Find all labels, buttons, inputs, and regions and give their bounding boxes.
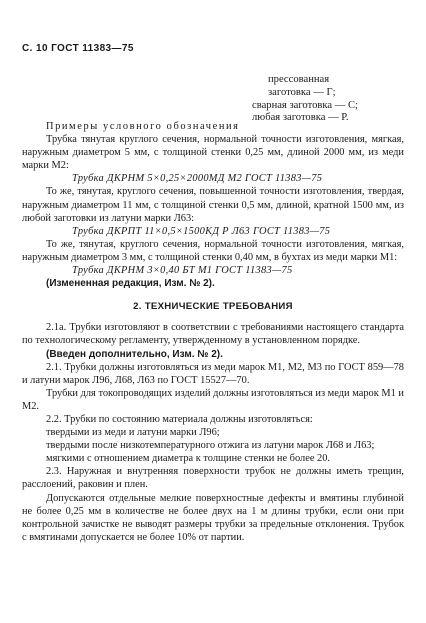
clause-2-3: 2.3. Наружная и внутренняя поверхности трубок не должны иметь трещин, расслоений, раковин и плен. [22, 466, 404, 491]
document-body [22, 120, 404, 544]
clause-2-2-soft: мягкими с отношением диаметра к толщине стенки не более 20. [46, 453, 331, 465]
example-1-text: Трубка тянутая круглого сечения, нормальной точности изготовления, мягкая, наружным диаметром 5 мм, с толщиной стенки 0,25 мм, длиной 2000 мм, из меди марки М2: [22, 134, 404, 172]
clause-2-2: 2.2. Трубки по состоянию материала должны изготовляться: [46, 413, 313, 425]
clause-2-1: 2.1. Трубки должны изготовляться из меди марок М1, М2, М3 по ГОСТ 859—78 и латуни марок Л96, Л68, Л63 по ГОСТ 15527—70. [22, 361, 404, 386]
example-2-designation: Трубка ДКРПТ 11×0,5×1500КД Р Л63 ГОСТ 11383—75 [72, 225, 331, 237]
option-pressed-code: заготовка — Г; [268, 86, 336, 98]
examples-title: Примеры условного обозначения [46, 121, 240, 132]
example-1-designation: Трубка ДКРНМ 5×0,25×2000МД М2 ГОСТ 11383—75 [72, 173, 323, 185]
clause-2-1a: 2.1а. Трубки изготовляют в соответствии с требованиями настоящего стандарта по технологическому регламенту, утвержденному в установленном порядке. [22, 322, 404, 347]
added-note: (Введен дополнительно, Изм. № 2). [46, 348, 223, 360]
clause-2-1-conductive: Трубки для токопроводящих изделий должны изготовляться из меди марок М1 и М2. [22, 387, 404, 412]
clause-2-3-defects: Допускаются отдельные мелкие поверхностные дефекты и вмятины глубиной не более 0,25 мм в количестве не более двух на 1 м длины трубки, если они при контрольной зачистке не выводят размеры трубки за предельные отклонения. Трубок с вмятинами допускается не более 10% от партии. [22, 492, 404, 543]
clause-2-2-hard: твердыми из меди и латуни марки Л96; [46, 427, 220, 439]
option-pressed: прессованная [268, 74, 330, 85]
example-3-designation: Трубка ДКРНМ 3×0,40 БТ М1 ГОСТ 11383—75 [72, 265, 293, 277]
section-title: 2. ТЕХНИЧЕСКИЕ ТРЕБОВАНИЯ [133, 301, 293, 313]
page-header: С. 10 ГОСТ 11383—75 [22, 43, 134, 54]
edition-note: (Измененная редакция, Изм. № 2). [46, 278, 215, 290]
option-any: любая заготовка — Р. [252, 112, 349, 124]
option-welded: сварная заготовка — С; [252, 99, 358, 111]
example-2-text: То же, тянутая, круглого сечения, повышенной точности изготовления, твердая, наружным диаметром 11 мм, с толщиной стенки 0,5 мм, длиной, кратной 1500 мм, из любой заготовки из латуни марки Л63: [22, 186, 404, 224]
example-3-text: То же, тянутая, круглого сечения, нормальной точности изготовления, мягкая, наружным диаметром 3 мм, с толщиной стенки 0,40 мм, в бухтах из меди марки М1: [22, 238, 404, 263]
clause-2-2-annealed: твердыми после низкотемпературного отжига из латуни марок Л68 и Л63; [46, 440, 375, 452]
blank-type-options [252, 74, 422, 125]
